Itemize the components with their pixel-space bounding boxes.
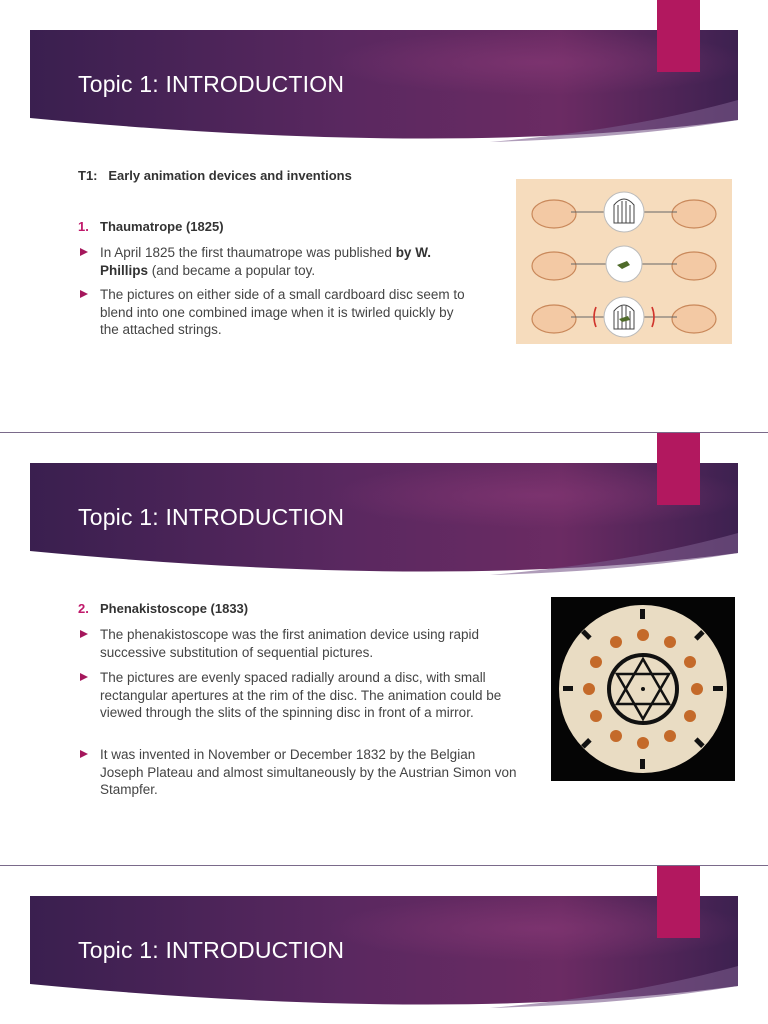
item-title: Phenakistoscope (1833) xyxy=(100,601,249,616)
accent-tab xyxy=(657,866,700,938)
slide-1 xyxy=(0,0,768,432)
section-subheading: T1: Early animation devices and inventions xyxy=(78,168,352,183)
bullet-arrow-icon xyxy=(80,673,88,681)
bullet-text: The pictures on either side of a small cardboard disc seem to blend into one combined image when it is twirled quickly by the attached strings. xyxy=(100,287,465,337)
bullet-arrow-icon xyxy=(80,290,88,298)
item-number: 2. xyxy=(78,601,89,616)
accent-tab xyxy=(657,0,700,72)
slide-2 xyxy=(0,433,768,865)
bullet-arrow-icon xyxy=(80,630,88,638)
bullet-text: The pictures are evenly spaced radially around a disc, with small rectangular apertures at the rim of the disc. The animation could be viewed through the slits of the spinning disc in front of a mirror. xyxy=(100,670,502,720)
item-title: Thaumatrope (1825) xyxy=(100,219,224,234)
bullet-text-bold: by W. Phillips xyxy=(100,245,431,278)
bullet-arrow-icon xyxy=(80,750,88,758)
item-number: 1. xyxy=(78,219,89,234)
bullet-text-part: (and became a popular toy. xyxy=(148,262,316,278)
slide-title: Topic 1: INTRODUCTION xyxy=(78,937,345,963)
thaumatrope-image xyxy=(516,179,732,344)
bullet-text: The phenakistoscope was the first animation device using rapid successive substitution of sequential pictures. xyxy=(100,627,479,660)
bullet-text xyxy=(100,244,470,279)
bullet-text-part: In April 1825 the first thaumatrope was published xyxy=(100,245,396,260)
slide-3 xyxy=(0,866,768,1024)
slide-title: Topic 1: INTRODUCTION xyxy=(78,71,345,97)
phenakistoscope-image xyxy=(551,597,735,781)
slide-title: Topic 1: INTRODUCTION xyxy=(78,504,345,530)
bullet-text: It was invented in November or December 1832 by the Belgian Joseph Plateau and almost simultaneously by the Austrian Simon von Stampfer. xyxy=(100,747,517,797)
accent-tab xyxy=(657,433,700,505)
bullet-arrow-icon xyxy=(80,248,88,256)
